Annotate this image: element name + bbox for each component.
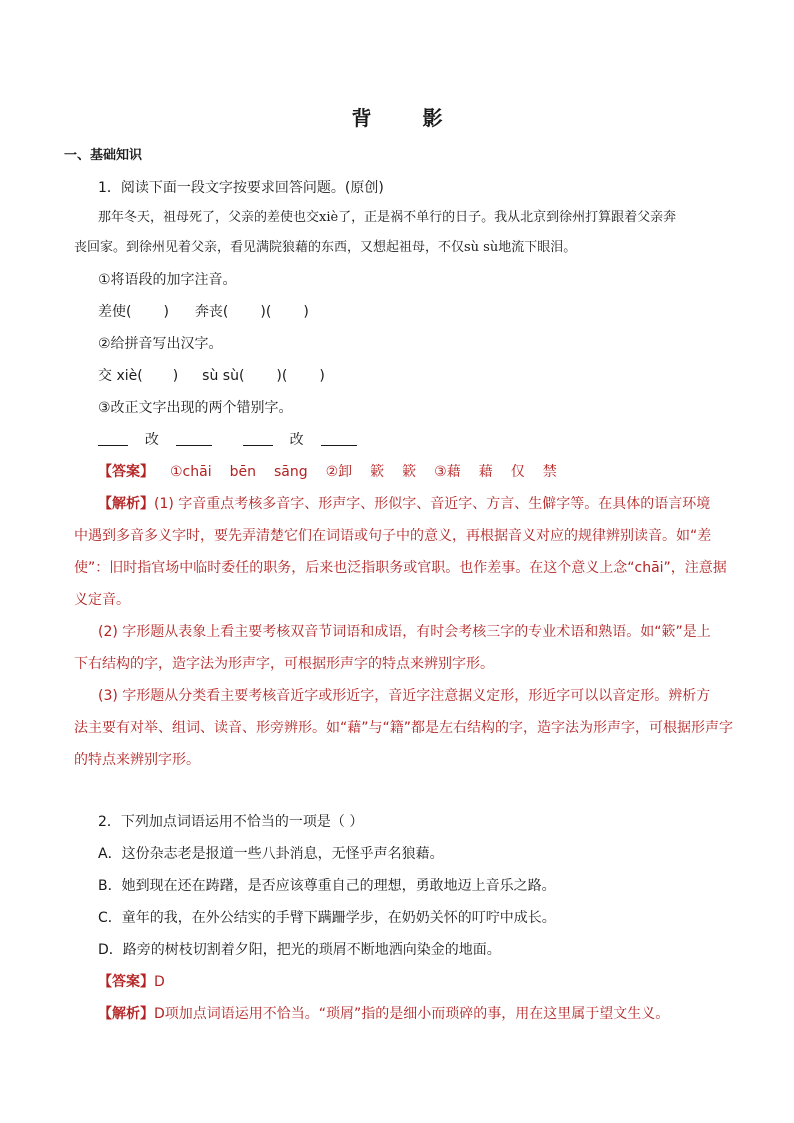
q2-analysis	[98, 1004, 669, 1024]
answer-item: 簌	[402, 464, 417, 480]
page-title: 背 影	[351, 106, 465, 130]
q1-analysis-line: (3) 字形题从分类看主要考核音近字或形近字，音近字注意据义定形，形近字可以以音定形。辨析方	[98, 688, 711, 704]
analysis-label: 【解析】	[98, 1006, 154, 1022]
q1-answer	[98, 462, 575, 482]
sub2-part: 交 xiè(	[98, 368, 143, 384]
sub2-part: )	[319, 368, 325, 384]
answer-item: 仅	[510, 464, 525, 480]
answer-item: ①chāi	[170, 464, 212, 480]
q1-analysis-line: 使”：旧时指官场中临时委任的职务，后来也泛指职务或官职。也作差事。在这个意义上念“chāi”，注意据	[74, 560, 727, 576]
correction-label: 改	[289, 432, 304, 448]
q1-analysis-line: 中遇到多音多义字时，要先弄清楚它们在词语或句子中的意义，再根据音义对应的规律辨别读音。如“差	[74, 528, 712, 544]
answer-blank[interactable]	[176, 431, 212, 446]
q1-analysis-line	[98, 494, 710, 514]
q1-analysis-line: 法主要有对举、组词、读音、形旁辨形。如“藉”与“籍”都是左右结构的字，造字法为形声字，可根据形声字	[74, 720, 734, 736]
analysis-text: (1) 字音重点考核多音字、形声字、形似字、音近字、方言、生僻字等。在具体的语言环境	[154, 496, 711, 512]
sub2-part: )	[172, 368, 179, 384]
answer-blank[interactable]	[243, 431, 273, 446]
answer-label: 【答案】	[98, 464, 154, 480]
q1-analysis-line: (2) 字形题从表象上看主要考核双音节词语和成语，有时会考核三字的专业术语和熟语。如“簌”是上	[98, 624, 711, 640]
q1-stem: 1．阅读下面一段文字按要求回答问题。(原创)	[98, 180, 384, 196]
answer-item: 藉	[478, 464, 493, 480]
answer-blank[interactable]	[321, 431, 357, 446]
correction-label: 改	[144, 432, 159, 448]
q2-stem: 2．下列加点词语运用不恰当的一项是（ ）	[98, 814, 364, 830]
q1-analysis-line: 义定音。	[74, 592, 130, 608]
q1-sub3-line	[98, 430, 357, 450]
answer-item: ③藉	[434, 464, 461, 480]
answer-label: 【答案】	[98, 974, 154, 990]
q1-analysis-line: 下右结构的字，造字法为形声字，可根据形声字的特点来辨别字形。	[74, 656, 494, 672]
answer-item: sāng	[273, 464, 308, 480]
sub2-part: )(	[276, 368, 288, 384]
sub1-part: )	[163, 304, 169, 320]
answer-value: D	[154, 974, 165, 990]
sub1-part: )	[303, 304, 309, 320]
q1-sub2: ②给拼音写出汉字。	[98, 336, 223, 352]
q2-option-c: C．童年的我，在外公结实的手臂下蹒跚学步，在奶奶关怀的叮咛中成长。	[98, 910, 556, 926]
answer-blank[interactable]	[98, 431, 128, 446]
answer-item: bēn	[229, 464, 256, 480]
q2-answer	[98, 972, 165, 992]
q2-option-a: A．这份杂志老是报道一些八卦消息，无怪乎声名狼藉。	[98, 846, 444, 862]
q1-analysis-line: 的特点来辨别字形。	[74, 752, 200, 768]
q1-sub1-line	[98, 302, 309, 322]
q2-option-b: B．她到现在还在踌躇，是否应该尊重自己的理想，勇敢地迈上音乐之路。	[98, 878, 556, 894]
sub1-part: 差使(	[98, 304, 132, 320]
sub1-part: 奔丧(	[194, 304, 229, 320]
answer-item: 簌	[370, 464, 385, 480]
q1-passage-line-2: 丧回家。到徐州见着父亲，看见满院狼藉的东西，又想起祖母，不仅sù sù地流下眼泪。	[74, 240, 577, 255]
sub1-part: )(	[260, 304, 272, 320]
answer-item: 禁	[542, 464, 557, 480]
section-heading: 一、基础知识	[64, 148, 143, 163]
q1-sub1: ①将语段的加字注音。	[98, 272, 237, 288]
sub2-part: sù sù(	[202, 368, 245, 384]
q1-sub3: ③改正文字出现的两个错别字。	[98, 400, 293, 416]
analysis-label: 【解析】	[98, 496, 154, 512]
q2-option-d: D．路旁的树枝切割着夕阳，把光的琐屑不断地洒向染金的地面。	[98, 942, 501, 958]
q1-sub2-line	[98, 366, 325, 386]
q1-passage-line-1: 那年冬天，祖母死了，父亲的差使也交xiè了，正是祸不单行的日子。我从北京到徐州打算跟着父亲奔	[98, 210, 677, 225]
answer-item: ②卸	[325, 464, 353, 480]
analysis-text: D项加点词语运用不恰当。“琐屑”指的是细小而琐碎的事，用在这里属于望文生义。	[154, 1006, 670, 1022]
